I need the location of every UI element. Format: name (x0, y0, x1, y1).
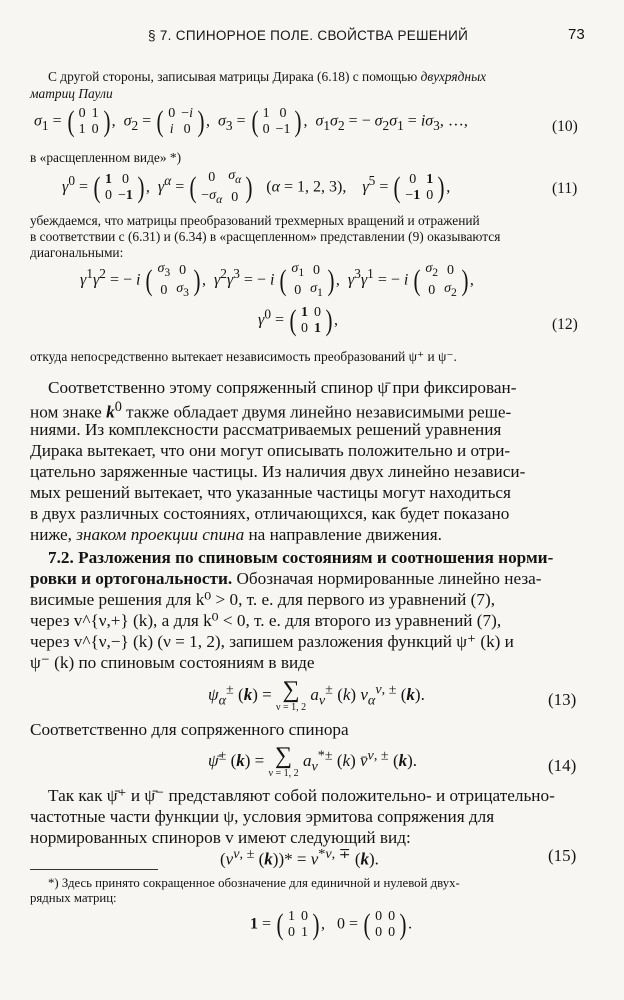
footnote-line: рядных матриц: (30, 891, 117, 905)
text-line: ниже, знаком проекции спина на направление движения. (30, 525, 442, 544)
text-line: в соответствии с (6.31) и (6.34) в «расщепленном» представлении (9) оказываются (30, 229, 501, 244)
text-line: С другой стороны, записывая матрицы Дирака (6.18) с помощью двухрядных (48, 69, 487, 84)
section-heading: 7.2. Разложения по спиновым состояниям и соотношения норми- (48, 548, 554, 567)
text-line: через v^{ν,+} (k), а для k⁰ < 0, т. е. для второго из уравнений (7), (30, 611, 502, 630)
text-line: мых решений вытекает, что указанные частицы могут находиться (30, 483, 511, 502)
footnote-rule (30, 869, 158, 870)
footnote-line: *) Здесь принято сокращенное обозначение для единичной и нулевой двух- (48, 876, 460, 890)
text-line: матриц Паули (30, 86, 113, 101)
text-line: в «расщепленном виде» *) (30, 150, 182, 165)
text-line: нормированных спиноров v имеют следующий вид: (30, 828, 411, 847)
formula-14: ψ̄± (k) = ∑ ν = 1, 2 $a_\nu^{*\pm}$ (k) v̄$^{\nu, \pm}$ (k). (208, 743, 418, 779)
text-line: в двух различных состояниях, отличающихся, как будет показано (30, 504, 510, 523)
text-line: убеждаемся, что матрицы преобразований трехмерных вращений и отражений (30, 213, 480, 228)
equation-number: (10) (552, 118, 578, 135)
running-title: § 7. СПИНОРНОЕ ПОЛЕ. СВОЙСТВА РЕШЕНИЙ (148, 28, 469, 43)
page-header (0, 28, 624, 48)
text-line: ном знаке $k^0$ также обладает двумя линейно независимыми реше- (30, 399, 512, 422)
text-line: цательно заряженные частицы. Из наличия двух линейно независи- (30, 462, 526, 481)
formula-10: $\sigma_1$ = ( 0 1 1 0 ), $\sigma_2$ = ( 0 −i i 0 ), $\sigma_3$ = ( 1 0 0 −1 ), $\sigma_1\sigma_2$ = − $\sigma_2\sigma_1 = i\sigma_3$, …, (34, 105, 468, 138)
formula-rotations: $\gamma^1\gamma^2$ = − i ( $\sigma_3$ 0 0 $\sigma_3$ ), $\gamma^2\gamma^3$ = − i ( $\sigma_1$ 0 0 $\sigma_1$ ), $\gamma^3\gamma^1$ = − i ( $\sigma_2$ 0 0 $\sigma_2$ ), (80, 261, 474, 299)
text-line: частотные части функции ψ, условия эрмитова сопряжения для (30, 807, 495, 826)
formula-13: $\psi_\alpha^\pm$ (k) = ∑ ν = 1, 2 $a_\nu^\pm$ (k) $v_\alpha^{\nu, \pm}$ (k). (208, 677, 425, 713)
text-line: через v^{ν,−} (k) (ν = 1, 2), запишем разложения функций ψ⁺ (k) и (30, 632, 514, 651)
equation-number: (15) (548, 846, 577, 865)
equation-number: (11) (552, 180, 578, 197)
equation-number: (12) (552, 316, 578, 333)
footnote-formula: 1 = ( 1 0 0 1 ), 0 = ( 0 0 0 0 ). (250, 908, 413, 941)
text-line: Соответственно для сопряженного спинора (30, 720, 349, 739)
text-line: висимые решения для k⁰ > 0, т. е. для первого из уравнений (7), (30, 590, 496, 609)
text-line: диагональными: (30, 245, 124, 260)
text-line: Так как ψ̄⁺ и ψ̄⁻ представляют собой положительно- и отрицательно- (48, 786, 555, 805)
text-line: откуда непосредственно вытекает независимость преобразований ψ⁺ и ψ⁻. (30, 349, 457, 364)
text-line: Соответственно этому сопряженный спинор ψ̄ при фиксирован- (48, 378, 517, 397)
formula-11: $\gamma^0$ = ( 1 0 0 −1 ), $\gamma^\alpha$ = ( 0 $\sigma_\alpha$ $-\sigma_\alpha$ 0 ) (α = 1, 2, 3), $\gamma^5$ = ( 0 1 −1 0 ), (62, 168, 451, 206)
text-line: Дирака вытекает, что они могут описывать положительно и отри- (30, 441, 511, 460)
equation-number: (14) (548, 756, 577, 775)
text-line: ψ⁻ (k) по спиновым состояниям в виде (30, 653, 315, 672)
equation-number: (13) (548, 690, 577, 709)
page-number: 73 (568, 26, 585, 43)
formula-15: ($v^{\nu, \pm}$ $(k))* = v^{*\nu, \mp}$ (k). (220, 846, 379, 869)
formula-12: $\gamma^0$ = ( 1 0 0 1 ), (258, 304, 339, 337)
text-line: ниями. Из комплексности рассматриваемых решений уравнения (30, 420, 502, 439)
text-line: ровки и ортогональности. Обозначая нормированные линейно неза- (30, 569, 542, 588)
